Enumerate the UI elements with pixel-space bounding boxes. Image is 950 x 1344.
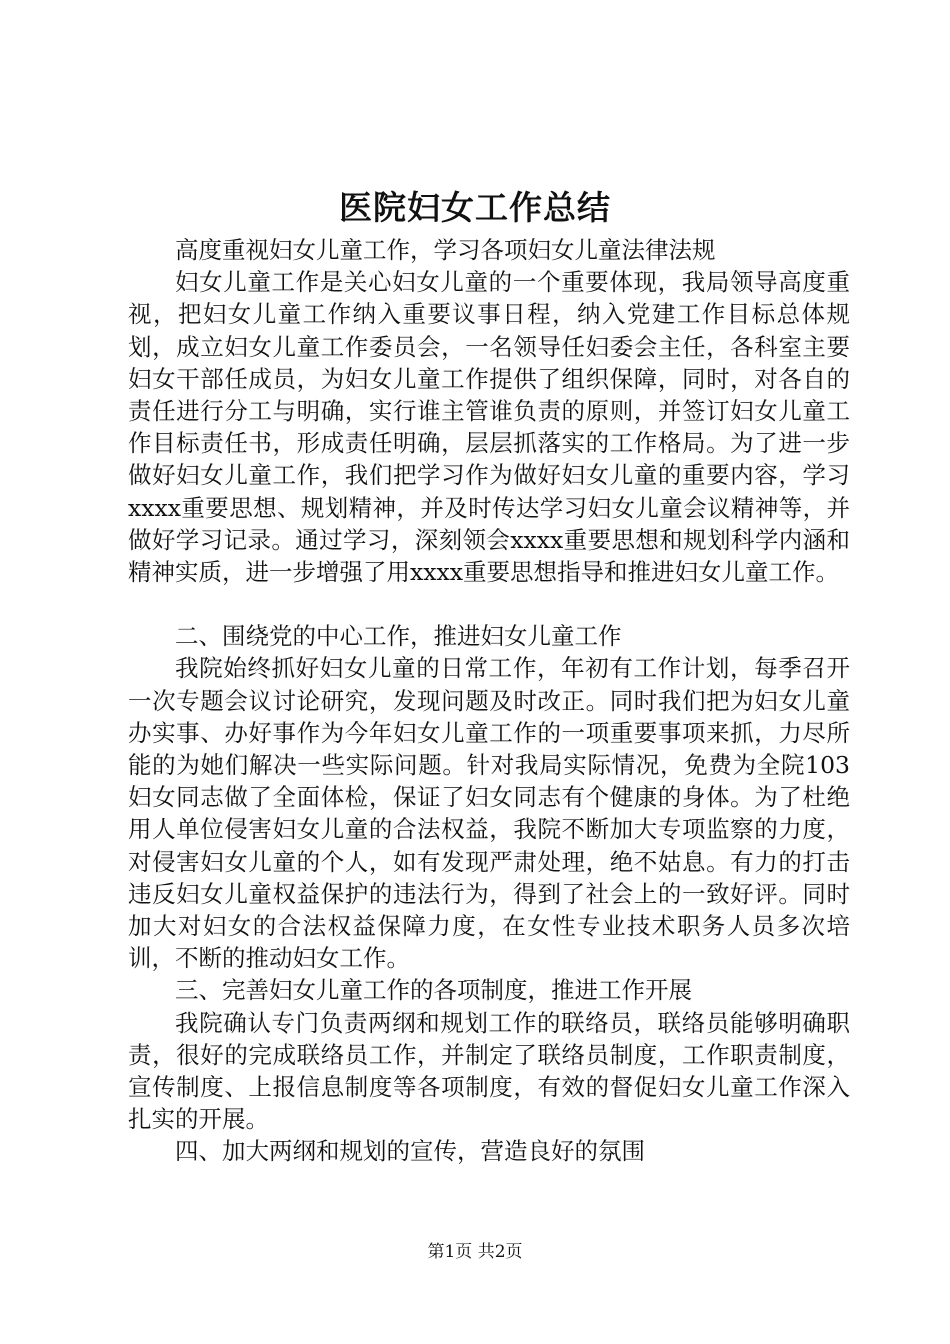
- body-paragraph-1: 妇女儿童工作是关心妇女儿童的一个重要体现，我局领导高度重视，把妇女儿童工作纳入重要议事日程，纳入党建工作目标总体规划，成立妇女儿童工作委员会，一名领导任妇委会主任，各科室主要妇女干部任成员，为妇女儿童工作提供了组织保障，同时，对各自的责任进行分工与明确，实行谁主管谁负责的原则，并签订妇女儿童工作目标责任书，形成责任明确，层层抓落实的工作格局。为了进一步做好妇女儿童工作，我们把学习作为做好妇女儿童的重要内容，学习xxxx重要思想、规划精神，并及时传达学习妇女儿童会议精神等，并做好学习记录。通过学习，深刻领会xxxx重要思想和规划科学内涵和精神实质，进一步增强了用xxxx重要思想指导和推进妇女儿童工作。: [128, 268, 850, 587]
- section-heading-4: 四、加大两纲和规划的宣传，营造良好的氛围: [175, 1137, 645, 1166]
- page-number-footer: 第1页 共2页: [427, 1242, 523, 1262]
- section-heading-2: 二、围绕党的中心工作，推进妇女儿童工作: [175, 622, 622, 651]
- section-heading-1: 高度重视妇女儿童工作，学习各项妇女儿童法律法规: [175, 236, 716, 264]
- body-paragraph-3: 我院确认专门负责两纲和规划工作的联络员，联络员能够明确职责，很好的完成联络员工作，并制定了联络员制度，工作职责制度，宣传制度、上报信息制度等各项制度，有效的督促妇女儿童工作深入扎实的开展。: [128, 1008, 850, 1134]
- document-body: [128, 234, 850, 1168]
- section-heading-3: 三、完善妇女儿童工作的各项制度，推进工作开展: [175, 976, 692, 1005]
- document-title: 医院妇女工作总结: [339, 188, 611, 227]
- body-paragraph-2: 我院始终抓好妇女儿童的日常工作，年初有工作计划，每季召开一次专题会议讨论研究，发现问题及时改正。同时我们把为妇女儿童办实事、办好事作为今年妇女儿童工作的一项重要事项来抓，力尽所能的为她们解决一些实际问题。针对我局实际情况，免费为全院103妇女同志做了全面体检，保证了妇女同志有个健康的身体。为了杜绝用人单位侵害妇女儿童的合法权益，我院不断加大专项监察的力度，对侵害妇女儿童的个人，如有发现严肃处理，绝不姑息。有力的打击违反妇女儿童权益保护的违法行为，得到了社会上的一致好评。同时加大对妇女的合法权益保障力度，在女性专业技术职务人员多次培训，不断的推动妇女工作。: [128, 654, 850, 973]
